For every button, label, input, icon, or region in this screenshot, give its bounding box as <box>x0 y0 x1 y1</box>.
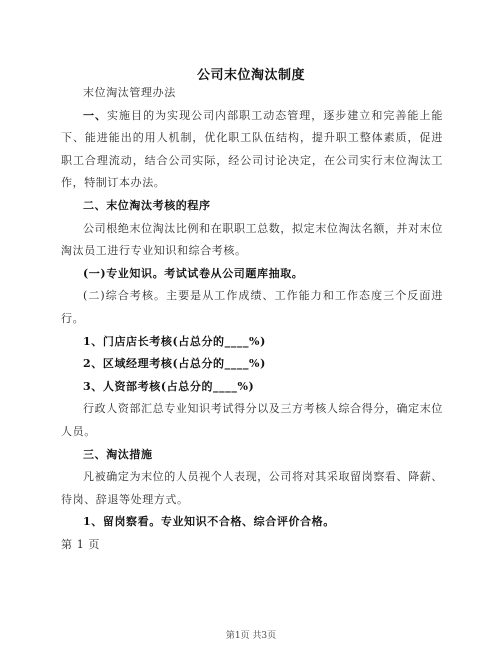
section-3-heading: 三、淘汰措施 <box>83 447 153 461</box>
store-manager-assessment: 1、门店店长考核(占总分的____%) <box>83 334 266 348</box>
hr-assessment: 3、人资部考核(占总分的____%) <box>83 379 255 393</box>
page-footer: 第1页 共3页 <box>225 631 277 641</box>
section-1-text: 实施目的为实现公司内部职工动态管理，逐步建立和完善能上能下、能进能出的用人机制，优化职工队伍结构，提升职工整体素质，促进职工合理流动，结合公司实际，经公司讨论决定，在公司实行末位淘汰工作，特制订本办法。 <box>61 108 443 190</box>
section-2-text: 公司根绝末位淘汰比例和在职职工总数，拟定末位淘汰名额，并对末位淘汰员工进行专业知识和综合考核。 <box>61 221 443 258</box>
summary-text: 行政人资部汇总专业知识考试得分以及三方考核人综合得分，确定末位人员。 <box>61 402 443 438</box>
document-body <box>61 82 443 556</box>
page-mark: 第 1 页 <box>61 537 100 551</box>
section-1-heading: 一、 <box>83 108 108 122</box>
document-title: 公司末位淘汰制度 <box>196 68 305 83</box>
comprehensive-assessment-text: (二)综合考核。主要是从工作成绩、工作能力和工作态度三个反面进行。 <box>61 289 443 325</box>
probation-heading: 1、留岗察看。专业知识不合格、综合评价合格。 <box>83 515 335 529</box>
section-2-heading: 二、末位淘汰考核的程序 <box>83 198 211 212</box>
section-1-paragraph <box>61 105 443 195</box>
regional-manager-assessment: 2、区域经理考核(占总分的____%) <box>83 357 266 371</box>
subtitle: 末位淘汰管理办法 <box>83 86 176 99</box>
professional-knowledge-heading: (一)专业知识。考试试卷从公司题库抽取。 <box>83 266 304 280</box>
section-3-text: 凡被确定为末位的人员视个人表现，公司将对其采取留岗察看、降薪、待岗、辞退等处理方式。 <box>61 470 443 506</box>
